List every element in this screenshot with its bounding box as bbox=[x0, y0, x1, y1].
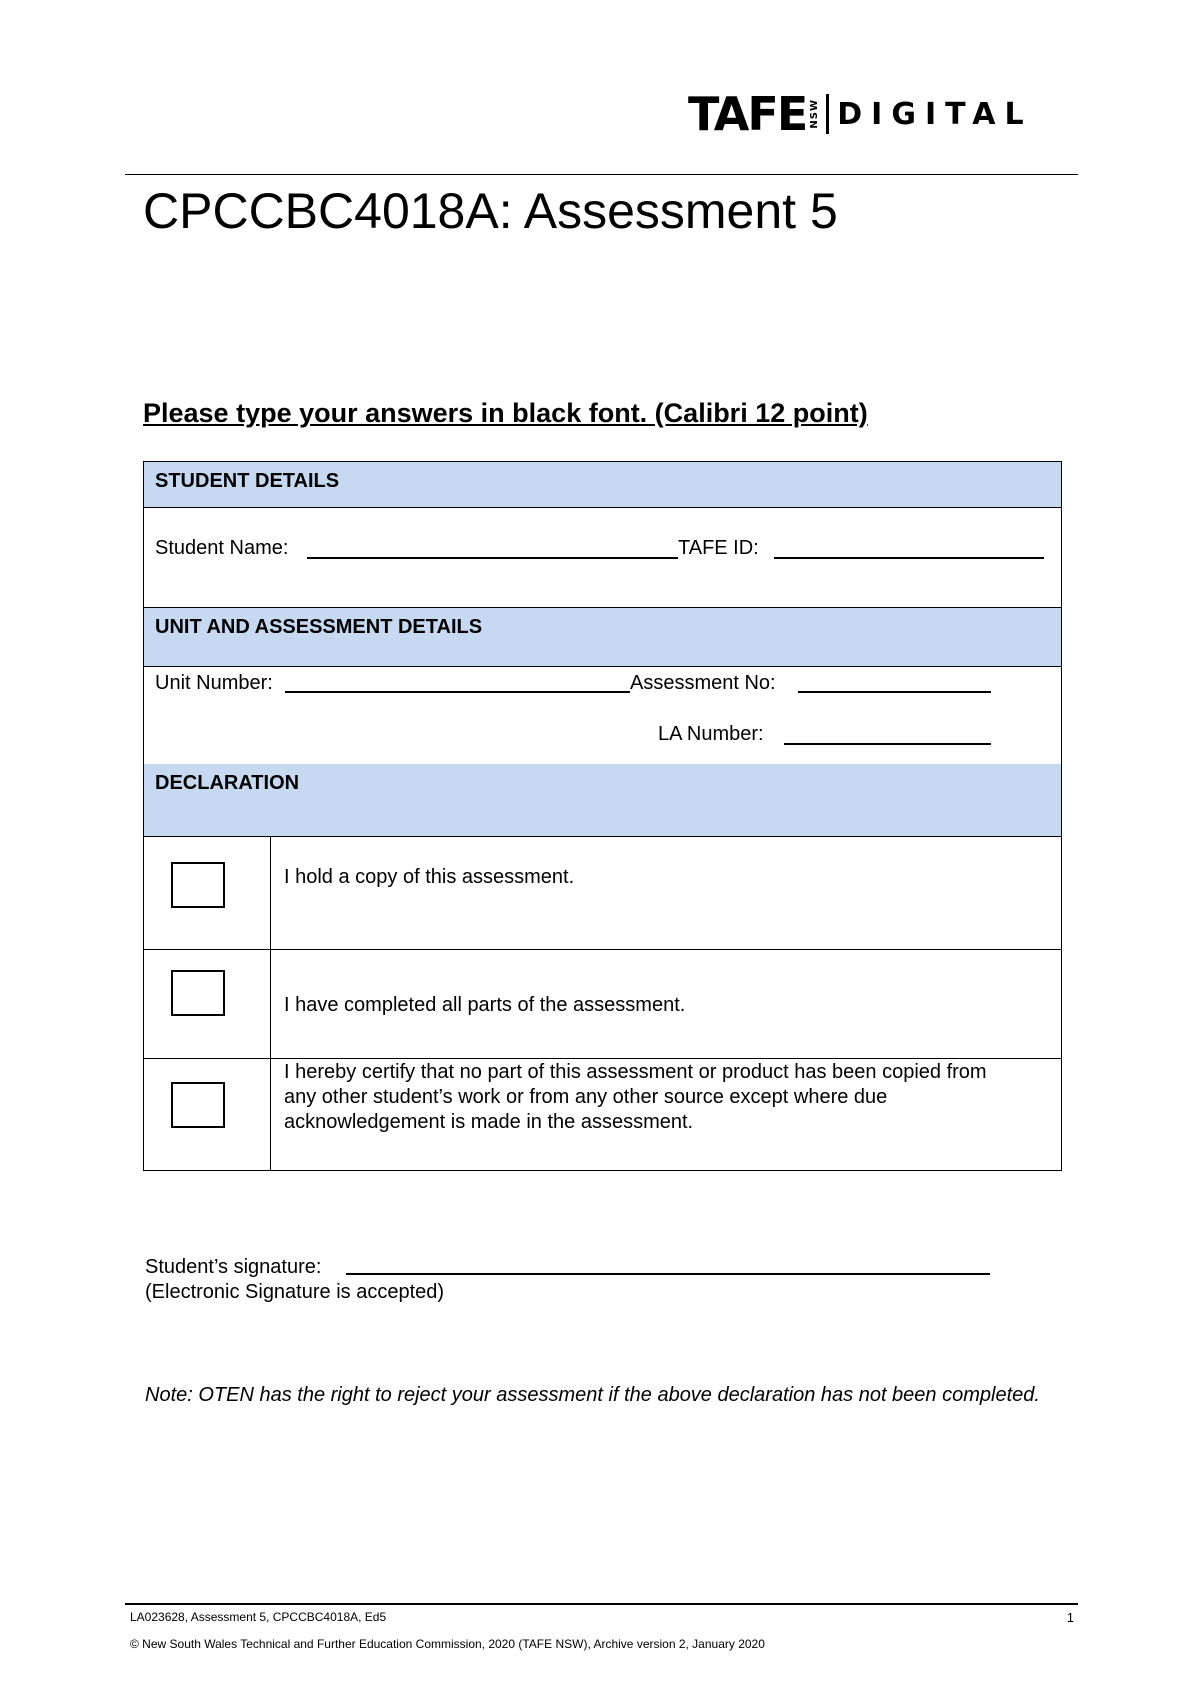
signature-note: (Electronic Signature is accepted) bbox=[145, 1281, 445, 1303]
unit-number-label: Unit Number: bbox=[155, 672, 273, 694]
instruction-text: Please type your answers in black font. (Calibri 12 point) bbox=[143, 398, 868, 428]
footer-copyright: © New South Wales Technical and Further Education Commission, 2020 (TAFE NSW), Archive version 2, January 2020 bbox=[130, 1637, 765, 1651]
header-rule bbox=[125, 174, 1078, 175]
declaration-text: I hold a copy of this assessment. bbox=[284, 866, 575, 888]
la-number-field[interactable] bbox=[784, 743, 991, 745]
declaration-text: I have completed all parts of the assessment. bbox=[284, 994, 686, 1016]
signature-label: Student’s signature: bbox=[145, 1256, 322, 1278]
la-number-label: LA Number: bbox=[658, 723, 764, 745]
section-heading: STUDENT DETAILS bbox=[155, 470, 340, 492]
student-name-label: Student Name: bbox=[155, 537, 289, 559]
declaration-row bbox=[144, 837, 1061, 950]
tafe-id-label: TAFE ID: bbox=[678, 537, 759, 559]
declaration-text: I hereby certify that no part of this assessment or product has been copied from any other student’s work or from any other source except where due acknowledgement is made in the assessment. bbox=[284, 1061, 987, 1133]
declaration-header bbox=[144, 764, 1061, 837]
unit-details-header bbox=[144, 607, 1061, 667]
student-name-field[interactable] bbox=[307, 557, 678, 559]
declaration-row bbox=[144, 1059, 1061, 1171]
logo-divider bbox=[826, 94, 829, 134]
logo-region: NSW bbox=[809, 99, 821, 129]
cover-sheet-table bbox=[143, 461, 1062, 1171]
logo-brand: TAFE bbox=[688, 87, 807, 141]
tafe-id-field[interactable] bbox=[774, 557, 1044, 559]
assessment-number-label: Assessment No: bbox=[630, 672, 776, 694]
section-heading: DECLARATION bbox=[155, 772, 300, 794]
assessment-number-field[interactable] bbox=[798, 691, 991, 693]
section-heading: UNIT AND ASSESSMENT DETAILS bbox=[155, 616, 483, 638]
footer-reference: LA023628, Assessment 5, CPCCBC4018A, Ed5 bbox=[130, 1610, 387, 1624]
page-title: CPCCBC4018A: Assessment 5 bbox=[143, 183, 838, 239]
declaration-checkbox-copy[interactable] bbox=[171, 862, 225, 908]
unit-number-field[interactable] bbox=[285, 691, 630, 693]
page-number: 1 bbox=[1066, 1610, 1074, 1625]
declaration-checkbox-certify[interactable] bbox=[171, 1082, 225, 1128]
declaration-row bbox=[144, 950, 1061, 1059]
declaration-checkbox-completed[interactable] bbox=[171, 970, 225, 1016]
footer-rule bbox=[125, 1603, 1078, 1605]
declaration-warning-note: Note: OTEN has the right to reject your assessment if the above declaration has not been completed. bbox=[145, 1384, 1040, 1406]
signature-field[interactable] bbox=[346, 1273, 990, 1275]
tafe-digital-logo bbox=[688, 87, 1033, 141]
student-details-header bbox=[144, 462, 1061, 508]
logo-division: DIGITAL bbox=[837, 96, 1033, 132]
